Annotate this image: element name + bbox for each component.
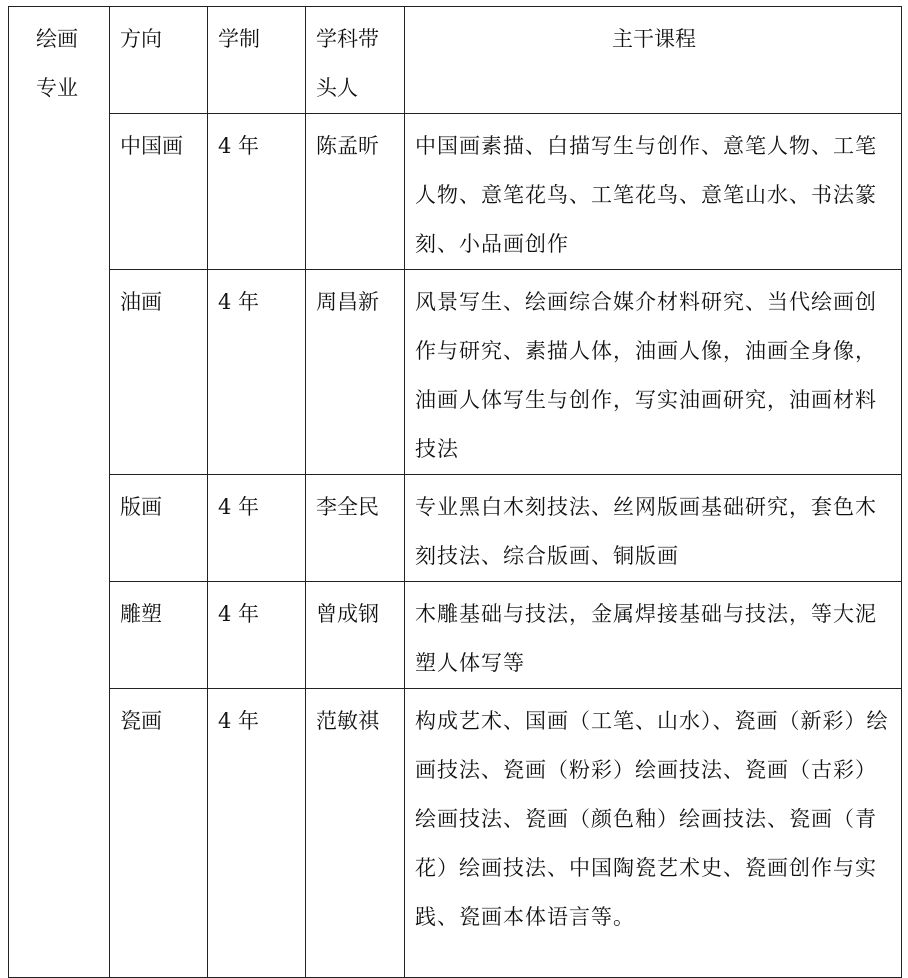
row-courses: 构成艺术、国画（工笔、山水）、瓷画（新彩）绘画技法、瓷画（粉彩）绘画技法、瓷画（古彩）绘画技法、瓷画（颜色釉）绘画技法、瓷画（青花）绘画技法、中国陶瓷艺术史、瓷画创作与实践、瓷画本体语言等。 — [405, 689, 902, 978]
row-leader: 周昌新 — [306, 270, 405, 475]
table-row — [9, 582, 902, 689]
row-leader: 曾成钢 — [306, 582, 405, 689]
row-leader: 陈孟昕 — [306, 114, 405, 270]
row-direction: 瓷画 — [110, 689, 208, 978]
course-table — [8, 6, 902, 978]
major-label: 绘画专业 — [36, 27, 78, 100]
row-duration: 4 年 — [208, 582, 306, 689]
row-duration: 4 年 — [208, 114, 306, 270]
table-row — [9, 270, 902, 475]
row-courses: 木雕基础与技法，金属焊接基础与技法，等大泥塑人体写等 — [405, 582, 902, 689]
header-duration: 学制 — [208, 7, 306, 114]
major-cell — [9, 7, 110, 978]
row-direction: 油画 — [110, 270, 208, 475]
header-row — [9, 7, 902, 114]
table-row — [9, 114, 902, 270]
row-courses: 专业黑白木刻技法、丝网版画基础研究，套色木刻技法、综合版画、铜版画 — [405, 475, 902, 582]
row-duration: 4 年 — [208, 689, 306, 978]
table-row — [9, 689, 902, 978]
table-row — [9, 475, 902, 582]
row-courses: 中国画素描、白描写生与创作、意笔人物、工笔人物、意笔花鸟、工笔花鸟、意笔山水、书法篆刻、小品画创作 — [405, 114, 902, 270]
header-leader: 学科带头人 — [306, 7, 405, 114]
row-courses: 风景写生、绘画综合媒介材料研究、当代绘画创作与研究、素描人体，油画人像，油画全身像，油画人体写生与创作，写实油画研究，油画材料技法 — [405, 270, 902, 475]
header-direction: 方向 — [110, 7, 208, 114]
row-leader: 李全民 — [306, 475, 405, 582]
row-direction: 中国画 — [110, 114, 208, 270]
row-duration: 4 年 — [208, 475, 306, 582]
row-direction: 雕塑 — [110, 582, 208, 689]
row-duration: 4 年 — [208, 270, 306, 475]
row-direction: 版画 — [110, 475, 208, 582]
row-leader: 范敏祺 — [306, 689, 405, 978]
header-courses: 主干课程 — [405, 7, 902, 114]
